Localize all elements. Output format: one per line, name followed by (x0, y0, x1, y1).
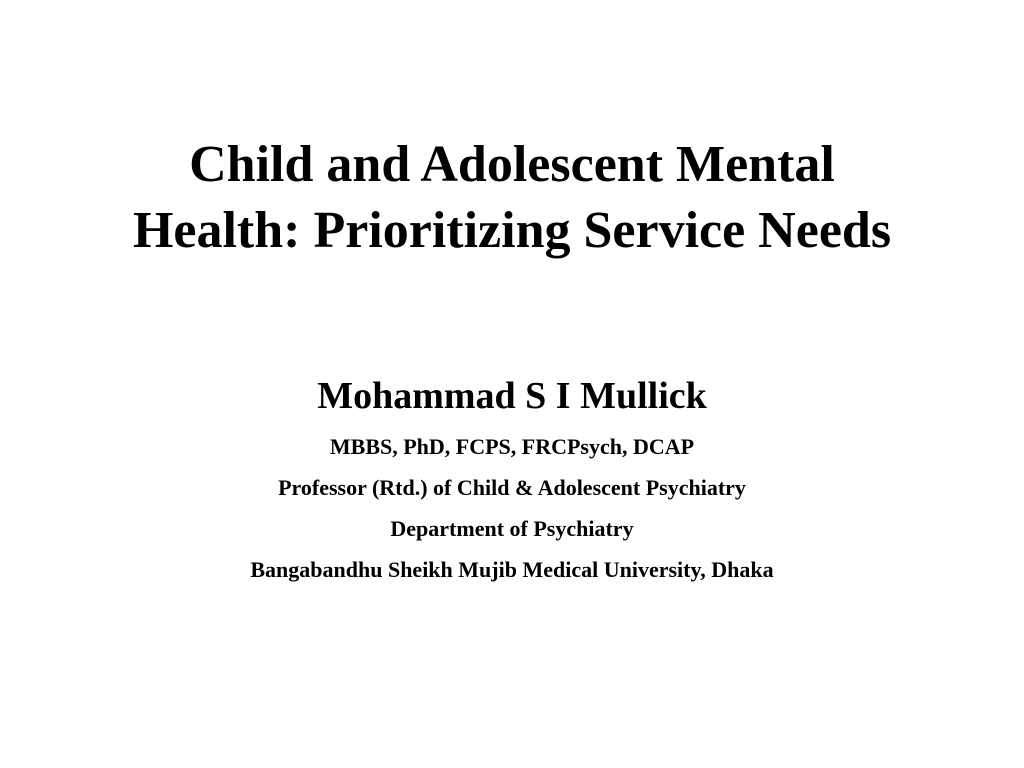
author-department: Department of Psychiatry (390, 516, 634, 541)
slide-title-line-2: Health: Prioritizing Service Needs (132, 202, 892, 259)
author-institution: Bangabandhu Sheikh Mujib Medical University, Dhaka (250, 557, 774, 582)
author-block (40, 370, 984, 590)
author-name: Mohammad S I Mullick (317, 375, 707, 417)
author-degrees: MBBS, PhD, FCPS, FRCPsych, DCAP (329, 434, 695, 459)
author-position: Professor (Rtd.) of Child & Adolescent Psychiatry (278, 475, 746, 500)
slide-title-line-1: Child and Adolescent Mental (189, 136, 835, 193)
slide-title (40, 132, 984, 264)
